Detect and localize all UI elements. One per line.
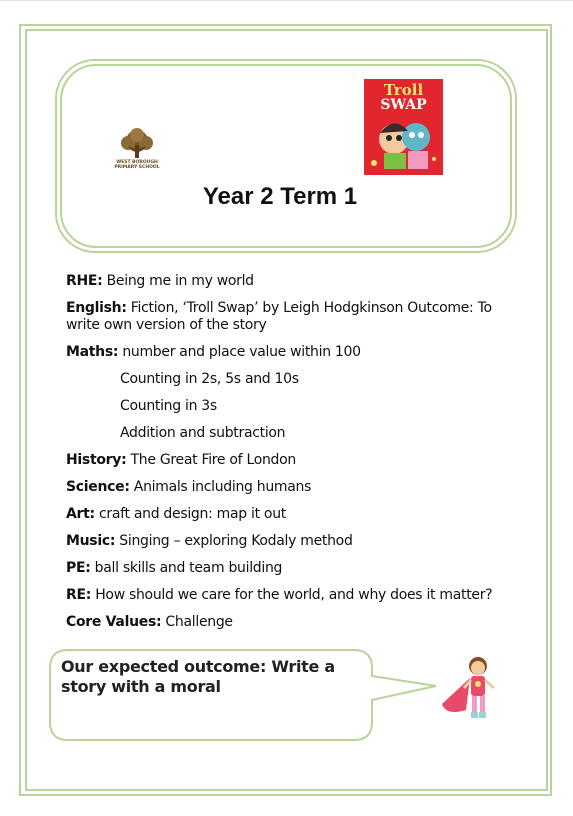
list-item: Counting in 3s: [120, 398, 217, 414]
list-item: Counting in 2s, 5s and 10s: [120, 371, 299, 387]
book-cover-title-1: Troll: [383, 81, 424, 99]
list-item: Core Values: Challenge: [66, 614, 233, 630]
list-item: RE: How should we care for the world, and why does it matter?: [66, 587, 493, 603]
curriculum-list: [66, 273, 506, 641]
book-cover-image: [364, 79, 443, 175]
list-item: RHE: Being me in my world: [66, 273, 254, 289]
outcome-text: Our expected outcome: Write a story with a moral: [61, 657, 335, 696]
list-item: English: Fiction, ‘Troll Swap’ by Leigh Hodgkinson Outcome: To write own version of the story: [66, 300, 492, 333]
top-rule: [0, 0, 573, 1]
book-cover-title-2: SWAP: [380, 97, 427, 113]
list-item: History: The Great Fire of London: [66, 452, 296, 468]
list-item: Music: Singing – exploring Kodaly method: [66, 533, 353, 549]
superhero-icon: [436, 654, 506, 734]
page-title: Year 2 Term 1: [202, 183, 358, 210]
list-item: Maths: number and place value within 100: [66, 344, 361, 360]
list-item: Art: craft and design: map it out: [66, 506, 286, 522]
list-item: Science: Animals including humans: [66, 479, 312, 495]
school-logo-text: WEST BOROUGH PRIMARY SCHOOL: [114, 160, 160, 170]
troll-illustration-icon: [364, 113, 443, 175]
list-item: Addition and subtraction: [120, 425, 286, 441]
list-item: PE: ball skills and team building: [66, 560, 283, 576]
